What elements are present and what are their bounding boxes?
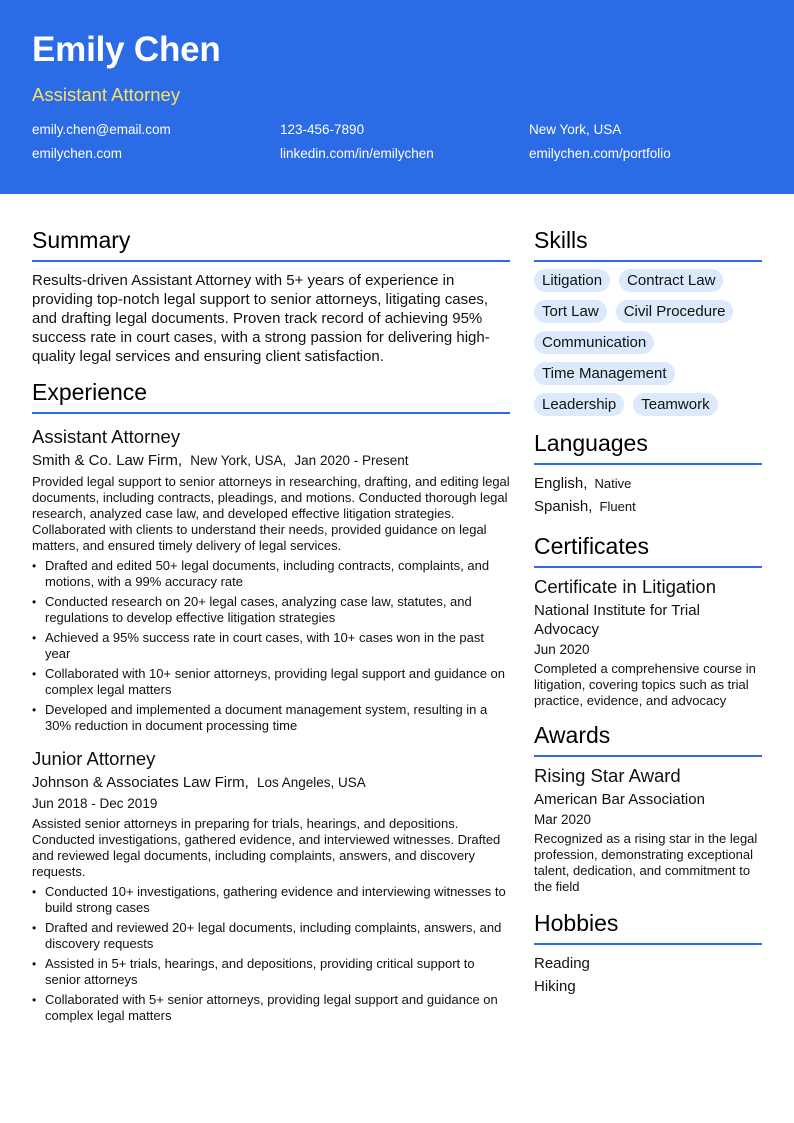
achievement-item: • Achieved a 95% success rate in court cases, with 10+ cases won in the past year bbox=[32, 630, 510, 662]
achievement-item: • Assisted in 5+ trials, hearings, and depositions, providing critical support to senior attorneys bbox=[32, 956, 510, 988]
language-level: Fluent bbox=[599, 499, 636, 514]
hobby-item: Hiking bbox=[534, 978, 576, 995]
achievement-item: • Conducted 10+ investigations, gathering evidence and interviewing witnesses to build strong cases bbox=[32, 884, 510, 916]
sidebar-column bbox=[534, 226, 762, 998]
job-entry bbox=[32, 748, 510, 1024]
job-dates: Jan 2020 - Present bbox=[294, 453, 409, 468]
skill-chip: Teamwork bbox=[633, 393, 717, 416]
skills-section bbox=[534, 226, 762, 424]
skill-chip: Communication bbox=[534, 331, 654, 354]
language-name: English, bbox=[534, 475, 588, 492]
hobby-item: Reading bbox=[534, 955, 590, 972]
language-level: Native bbox=[594, 476, 632, 491]
contact-location: New York, USA bbox=[529, 122, 622, 137]
job-meta bbox=[32, 451, 510, 471]
skill-chip: Tort Law bbox=[534, 300, 607, 323]
job-dates: Jun 2018 - Dec 2019 bbox=[32, 796, 158, 811]
certificate-issuer: National Institute for Trial Advocacy bbox=[534, 602, 700, 638]
contact-email[interactable]: emily.chen@email.com bbox=[32, 122, 171, 137]
skills-list bbox=[534, 269, 762, 424]
language-item bbox=[534, 472, 762, 495]
skill-chip: Civil Procedure bbox=[616, 300, 734, 323]
language-item bbox=[534, 495, 762, 518]
contact-phone[interactable]: 123-456-7890 bbox=[280, 122, 365, 137]
job-meta bbox=[32, 773, 510, 793]
certificate-title: Certificate in Litigation bbox=[534, 576, 717, 597]
certificates-section bbox=[534, 532, 762, 709]
skills-heading: Skills bbox=[534, 226, 762, 262]
achievement-item: • Developed and implemented a document management system, resulting in a 30% reduction in document processing time bbox=[32, 702, 510, 734]
job-achievements bbox=[32, 558, 510, 734]
contact-portfolio[interactable]: emilychen.com/portfolio bbox=[529, 146, 671, 161]
achievement-item: • Collaborated with 10+ senior attorneys, providing legal support and guidance on complex legal matters bbox=[32, 666, 510, 698]
job-location: Los Angeles, USA bbox=[256, 775, 366, 790]
job-location: New York, USA, bbox=[190, 453, 287, 468]
achievement-item: • Collaborated with 5+ senior attorneys, providing legal support and guidance on complex legal matters bbox=[32, 992, 510, 1024]
main-column bbox=[32, 226, 510, 1028]
awards-heading: Awards bbox=[534, 721, 762, 757]
skill-chip: Litigation bbox=[534, 269, 610, 292]
candidate-name: Emily Chen bbox=[32, 30, 221, 69]
job-description: Assisted senior attorneys in preparing for trials, hearings, and depositions. Conducted investigations, gathered evidence, and interviewed witnesses. Drafted and reviewed legal documents, including complaints, answers, and discovery requests. bbox=[32, 816, 501, 879]
skill-chip: Leadership bbox=[534, 393, 624, 416]
job-description: Provided legal support to senior attorneys in researching, drafting, and editing legal documents, including contracts, pleadings, and motions. Conducted thorough legal research, analyzed case law, and developed effective litigation strategies. Collaborated with clients to understand their needs, provided guidance on legal matters, and ensured timely delivery of legal services. bbox=[32, 474, 510, 553]
award-description: Recognized as a rising star in the legal profession, demonstrating exceptional talent, dedication, and commitment to the field bbox=[534, 831, 758, 894]
summary-heading: Summary bbox=[32, 226, 510, 262]
hobbies-section bbox=[534, 909, 762, 998]
job-title: Junior Attorney bbox=[32, 748, 156, 769]
certificate-date: Jun 2020 bbox=[534, 642, 590, 657]
job-company: Smith & Co. Law Firm, bbox=[32, 452, 183, 469]
award-issuer: American Bar Association bbox=[534, 791, 705, 808]
achievement-item: • Conducted research on 20+ legal cases, analyzing case law, statutes, and regulations to develop effective litigation strategies bbox=[32, 594, 510, 626]
contact-website[interactable]: emilychen.com bbox=[32, 146, 123, 161]
resume-header bbox=[0, 0, 794, 194]
certificates-heading: Certificates bbox=[534, 532, 762, 568]
achievement-item: • Drafted and reviewed 20+ legal documents, including complaints, answers, and discovery requests bbox=[32, 920, 510, 952]
hobbies-heading: Hobbies bbox=[534, 909, 762, 945]
experience-heading: Experience bbox=[32, 378, 510, 414]
awards-section bbox=[534, 721, 762, 895]
certificate-description: Completed a comprehensive course in litigation, covering topics such as trial practice, evidence, and advocacy bbox=[534, 661, 756, 708]
award-date: Mar 2020 bbox=[534, 812, 592, 827]
job-company: Johnson & Associates Law Firm, bbox=[32, 774, 249, 791]
language-name: Spanish, bbox=[534, 498, 593, 515]
job-entry bbox=[32, 426, 510, 734]
skill-chip: Time Management bbox=[534, 362, 675, 385]
job-title: Assistant Attorney bbox=[32, 426, 181, 447]
summary-section bbox=[32, 226, 510, 366]
skill-chip: Contract Law bbox=[619, 269, 723, 292]
candidate-title: Assistant Attorney bbox=[32, 84, 181, 105]
contact-linkedin[interactable]: linkedin.com/in/emilychen bbox=[280, 146, 434, 161]
languages-heading: Languages bbox=[534, 429, 762, 465]
award-title: Rising Star Award bbox=[534, 765, 681, 786]
achievement-item: • Drafted and edited 50+ legal documents, including contracts, complaints, and motions, with a 99% accuracy rate bbox=[32, 558, 510, 590]
summary-text: Results-driven Assistant Attorney with 5+ years of experience in providing top-notch legal support to senior attorneys, litigating cases, and drafting legal documents. Proven track record of achieving 95% success rate in court cases, with a strong passion for delivering high-quality legal services and ensuring client satisfaction. bbox=[32, 272, 490, 365]
languages-section bbox=[534, 429, 762, 518]
experience-section bbox=[32, 378, 510, 1024]
job-achievements bbox=[32, 884, 510, 1024]
